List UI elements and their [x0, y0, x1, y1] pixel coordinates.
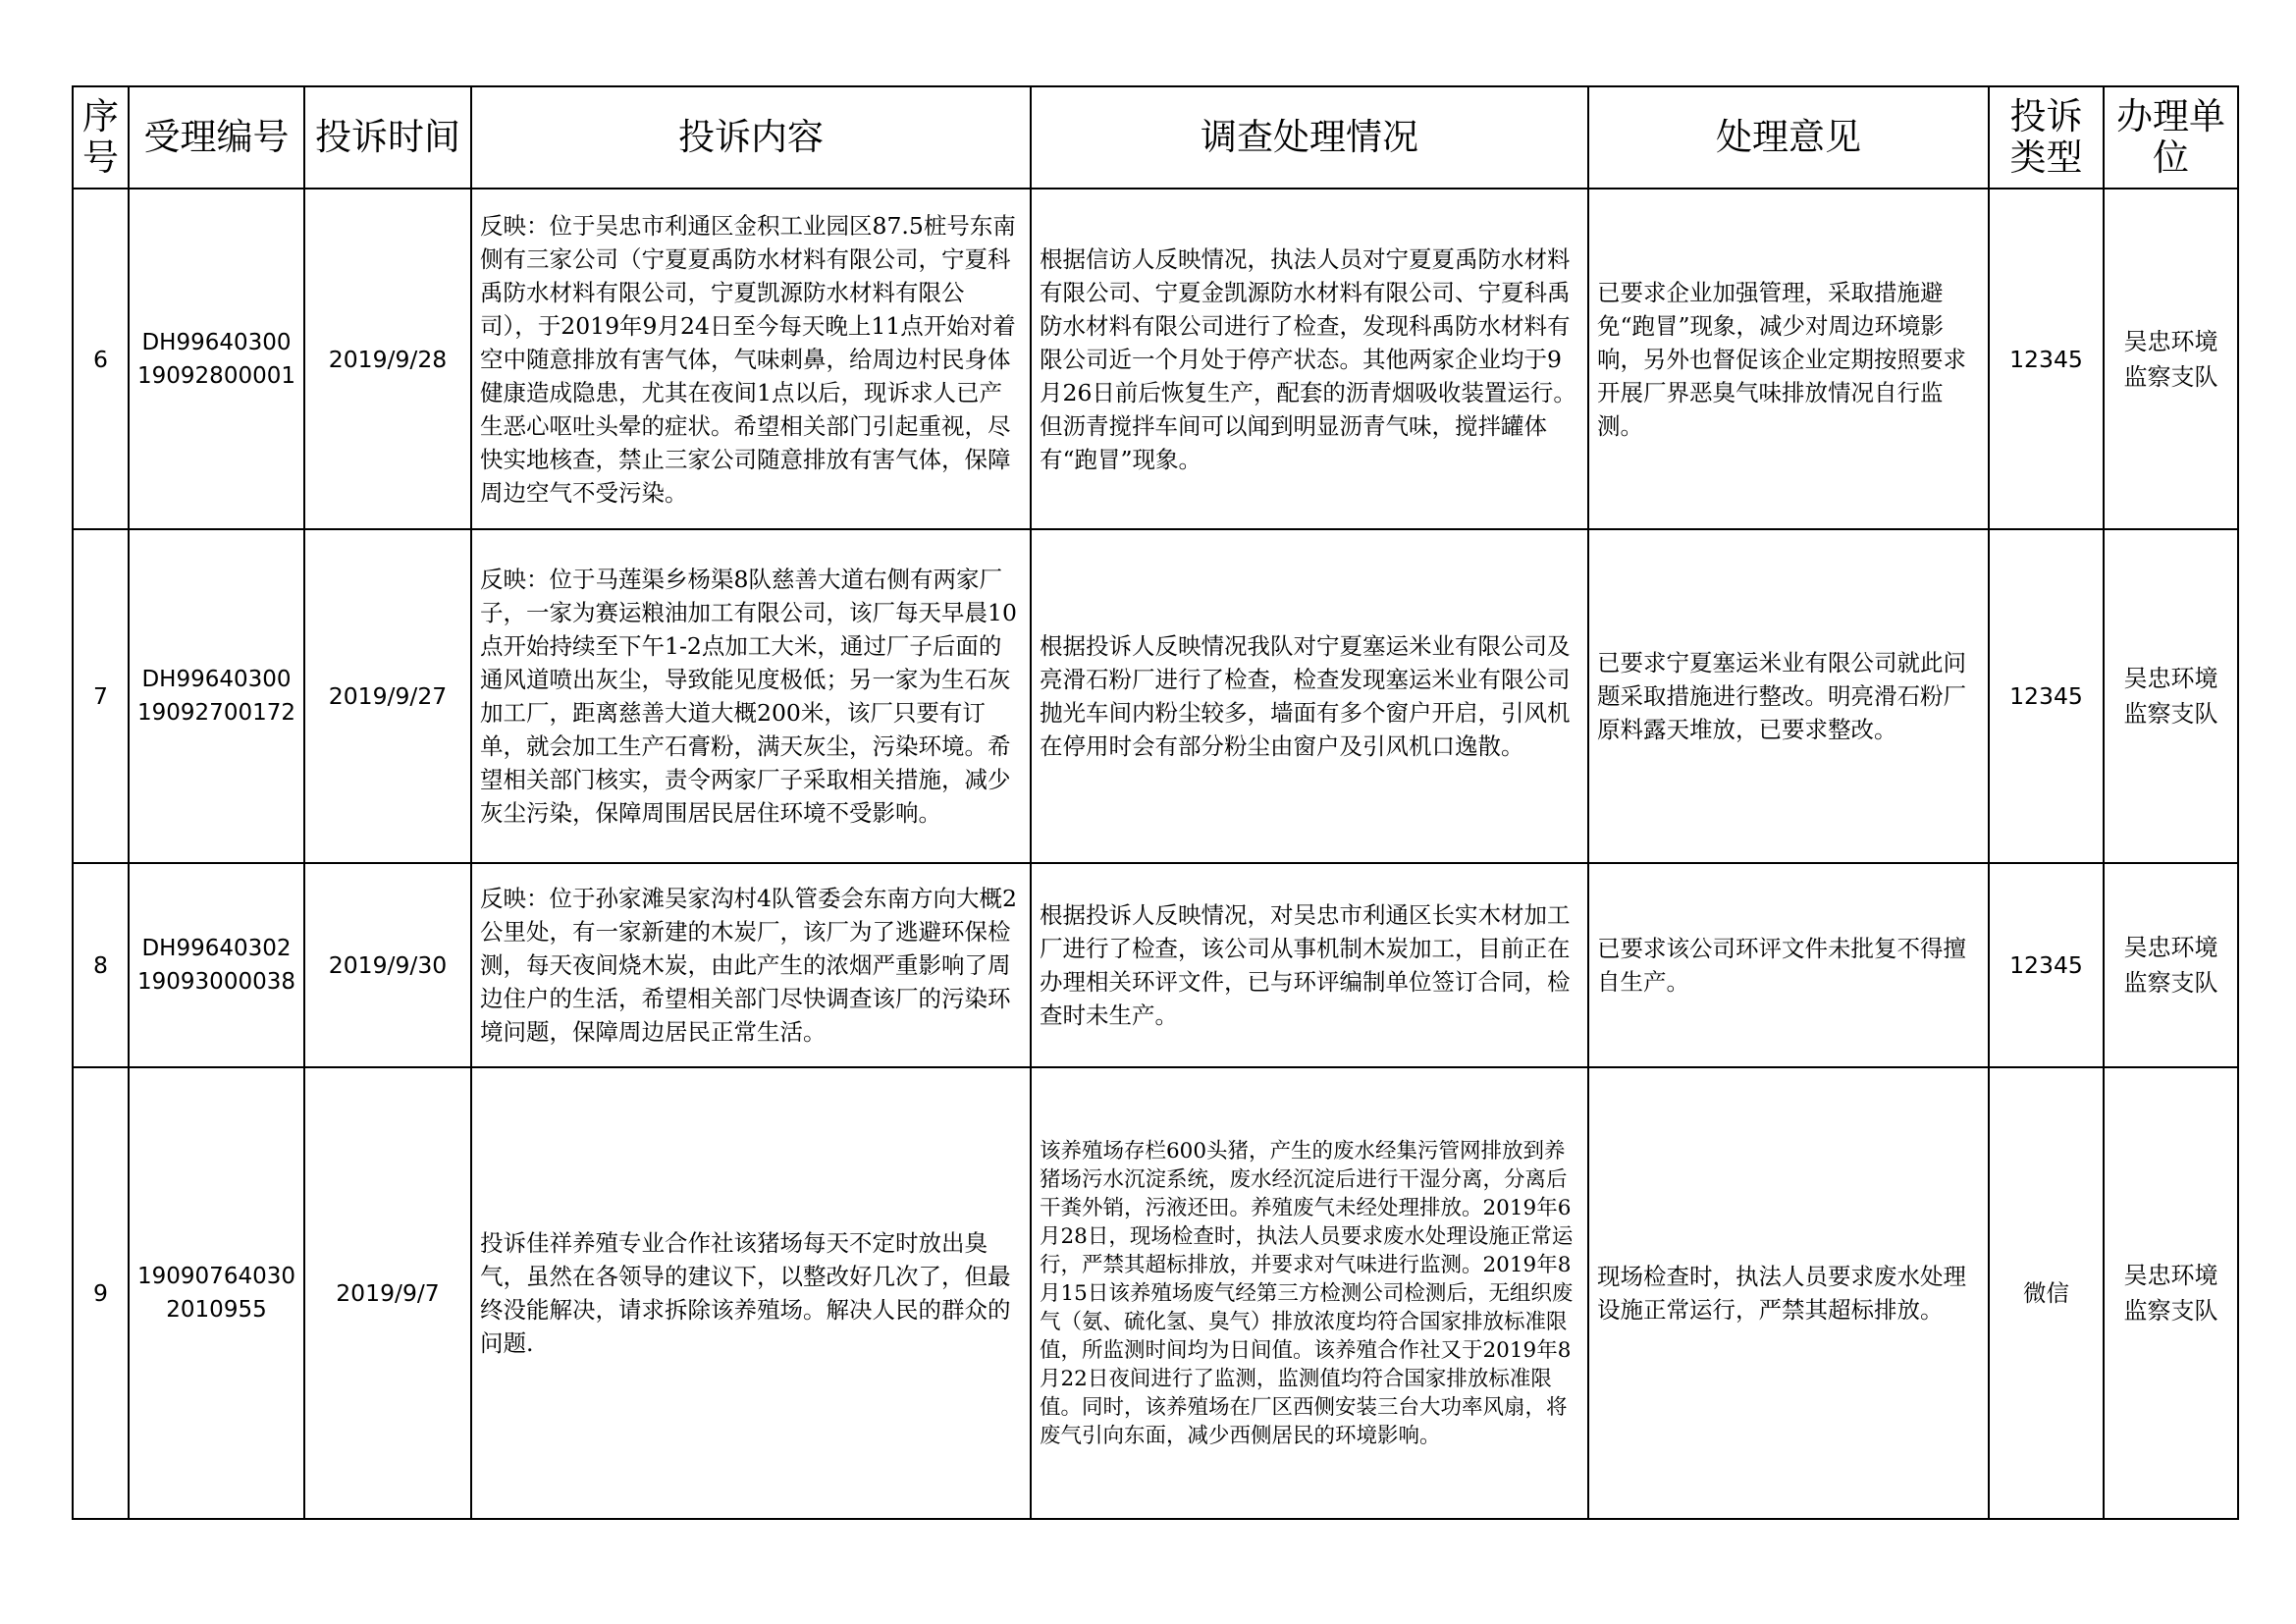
cell-complaint-time: 2019/9/7	[304, 1067, 471, 1519]
cell-accept-no: DH9964030019092700172	[129, 529, 304, 863]
cell-investigation: 根据投诉人反映情况我队对宁夏塞运米业有限公司及亮滑石粉厂进行了检查，检查发现塞运米业有限公司抛光车间内粉尘较多，墙面有多个窗户开启，引风机在停用时会有部分粉尘由窗户及引风机口逸散。	[1031, 529, 1588, 863]
cell-seq: 6	[73, 189, 129, 529]
column-header-complaint-time: 投诉时间	[304, 86, 471, 189]
cell-complaint-time: 2019/9/27	[304, 529, 471, 863]
cell-opinion: 现场检查时，执法人员要求废水处理设施正常运行，严禁其超标排放。	[1588, 1067, 1989, 1519]
cell-complaint-content: 反映：位于马莲渠乡杨渠8队慈善大道右侧有两家厂子，一家为赛运粮油加工有限公司，该厂每天早晨10点开始持续至下午1-2点加工大米，通过厂子后面的通风道喷出灰尘，导致能见度极低；另一家为生石灰加工厂，距离慈善大道大概200米，该厂只要有订单，就会加工生产石膏粉，满天灰尘，污染环境。希望相关部门核实，责令两家厂子采取相关措施，减少灰尘污染，保障周围居民居住环境不受影响。	[471, 529, 1031, 863]
table-row	[73, 1067, 2238, 1519]
column-header-complaint-type: 投诉类型	[1989, 86, 2104, 189]
cell-seq: 8	[73, 863, 129, 1067]
cell-complaint-time: 2019/9/28	[304, 189, 471, 529]
cell-handling-unit: 吴忠环境监察支队	[2104, 189, 2238, 529]
cell-investigation: 该养殖场存栏600头猪，产生的废水经集污管网排放到养猪场污水沉淀系统，废水经沉淀后进行干湿分离，分离后干粪外销，污液还田。养殖废气未经处理排放。2019年6月28日，现场检查时，执法人员要求废水处理设施正常运行，严禁其超标排放，并要求对气味进行监测。2019年8月15日该养殖场废气经第三方检测公司检测后，无组织废气（氨、硫化氢、臭气）排放浓度均符合国家排放标准限值，所监测时间均为日间值。该养殖合作社又于2019年8月22日夜间进行了监测，监测值均符合国家排放标准限值。同时，该养殖场在厂区西侧安装三台大功率风扇，将废气引向东面，减少西侧居民的环境影响。	[1031, 1067, 1588, 1519]
table-row	[73, 189, 2238, 529]
cell-complaint-type: 微信	[1989, 1067, 2104, 1519]
cell-complaint-content: 投诉佳祥养殖专业合作社该猪场每天不定时放出臭气，虽然在各领导的建议下，以整改好几次了，但最终没能解决，请求拆除该养殖场。解决人民的群众的问题.	[471, 1067, 1031, 1519]
cell-complaint-type: 12345	[1989, 189, 2104, 529]
cell-handling-unit: 吴忠环境监察支队	[2104, 863, 2238, 1067]
column-header-seq: 序号	[73, 86, 129, 189]
column-header-accept-no: 受理编号	[129, 86, 304, 189]
table-row	[73, 863, 2238, 1067]
complaint-table	[72, 85, 2239, 1520]
cell-opinion: 已要求宁夏塞运米业有限公司就此问题采取措施进行整改。明亮滑石粉厂原料露天堆放，已要求整改。	[1588, 529, 1989, 863]
cell-complaint-type: 12345	[1989, 863, 2104, 1067]
cell-complaint-content: 反映：位于吴忠市利通区金积工业园区87.5桩号东南侧有三家公司（宁夏夏禹防水材料有限公司，宁夏科禹防水材料有限公司，宁夏凯源防水材料有限公司），于2019年9月24日至今每天晚上11点开始对着空中随意排放有害气体，气味刺鼻，给周边村民身体健康造成隐患，尤其在夜间1点以后，现诉求人已产生恶心呕吐头晕的症状。希望相关部门引起重视，尽快实地核查，禁止三家公司随意排放有害气体，保障周边空气不受污染。	[471, 189, 1031, 529]
column-header-handling-unit: 办理单位	[2104, 86, 2238, 189]
cell-accept-no: DH9964030019092800001	[129, 189, 304, 529]
cell-investigation: 根据信访人反映情况，执法人员对宁夏夏禹防水材料有限公司、宁夏金凯源防水材料有限公司、宁夏科禹防水材料有限公司进行了检查，发现科禹防水材料有限公司近一个月处于停产状态。其他两家企业均于9月26日前后恢复生产，配套的沥青烟吸收装置运行。但沥青搅拌车间可以闻到明显沥青气味，搅拌罐体有“跑冒”现象。	[1031, 189, 1588, 529]
cell-complaint-time: 2019/9/30	[304, 863, 471, 1067]
table-row	[73, 529, 2238, 863]
cell-complaint-type: 12345	[1989, 529, 2104, 863]
cell-handling-unit: 吴忠环境监察支队	[2104, 529, 2238, 863]
cell-seq: 9	[73, 1067, 129, 1519]
cell-accept-no: DH9964030219093000038	[129, 863, 304, 1067]
column-header-investigation: 调查处理情况	[1031, 86, 1588, 189]
cell-opinion: 已要求该公司环评文件未批复不得擅自生产。	[1588, 863, 1989, 1067]
cell-handling-unit: 吴忠环境监察支队	[2104, 1067, 2238, 1519]
table-header-row	[73, 86, 2238, 189]
cell-opinion: 已要求企业加强管理，采取措施避免“跑冒”现象，减少对周边环境影响，另外也督促该企业定期按照要求开展厂界恶臭气味排放情况自行监测。	[1588, 189, 1989, 529]
cell-complaint-content: 反映：位于孙家滩吴家沟村4队管委会东南方向大概2公里处，有一家新建的木炭厂，该厂为了逃避环保检测，每天夜间烧木炭，由此产生的浓烟严重影响了周边住户的生活，希望相关部门尽快调查该厂的污染环境问题，保障周边居民正常生活。	[471, 863, 1031, 1067]
cell-investigation: 根据投诉人反映情况，对吴忠市利通区长实木材加工厂进行了检查，该公司从事机制木炭加工，目前正在办理相关环评文件，已与环评编制单位签订合同，检查时未生产。	[1031, 863, 1588, 1067]
cell-accept-no: 190907640302010955	[129, 1067, 304, 1519]
column-header-opinion: 处理意见	[1588, 86, 1989, 189]
column-header-complaint-content: 投诉内容	[471, 86, 1031, 189]
cell-seq: 7	[73, 529, 129, 863]
